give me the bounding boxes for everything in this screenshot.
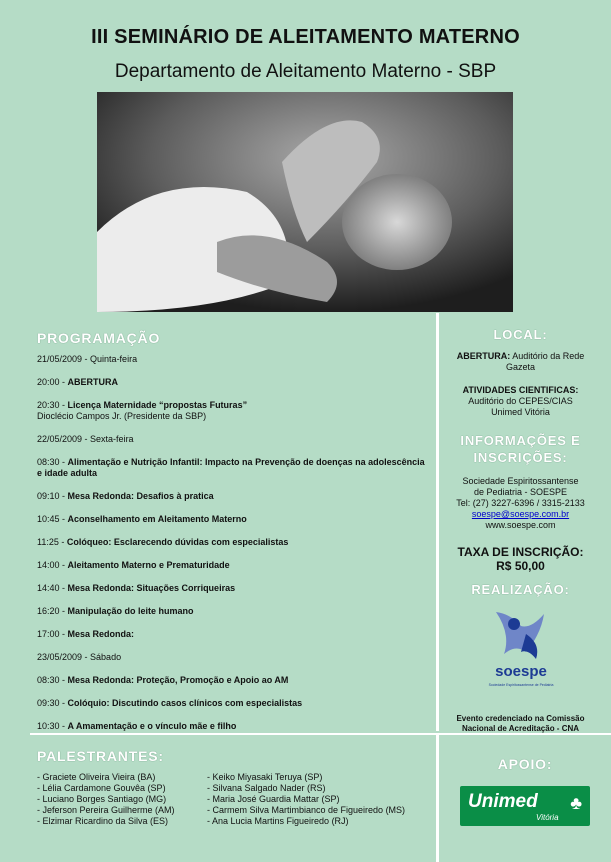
speaker-name: - Jeferson Pereira Guilherme (AM) xyxy=(37,805,175,815)
page-subtitle: Departamento de Aleitamento Materno - SBP xyxy=(114,61,497,82)
event-title: Mesa Redonda: xyxy=(67,629,135,639)
event-title: Sexta-feira xyxy=(90,434,134,444)
event-title: ABERTURA xyxy=(67,377,119,387)
atividades-line1: Auditório do CEPES/CIAS xyxy=(468,396,573,406)
atividades-line2: Unimed Vitória xyxy=(491,407,550,417)
cna-line2: Nacional de Acreditação - CNA xyxy=(461,724,580,733)
event-title: Sábado xyxy=(90,652,122,662)
info-column xyxy=(443,326,598,734)
email-link[interactable]: soespe@soespe.com.br xyxy=(471,509,570,519)
event-item xyxy=(37,354,432,365)
event-title: Aleitamento Materno e Prematuridade xyxy=(67,560,230,570)
atividades-label: ATIVIDADES CIENTIFICAS: xyxy=(462,385,579,395)
event-title: Colóqueo: Esclarecendo dúvidas com especialistas xyxy=(66,537,289,547)
unimed-logo xyxy=(460,786,590,826)
abertura-label: ABERTURA: xyxy=(456,351,511,361)
org-line2: de Pediatria - SOESPE xyxy=(473,487,568,497)
abertura-info xyxy=(443,351,598,373)
event-time: 16:20 - xyxy=(37,606,68,616)
footer-divider xyxy=(436,735,439,862)
breastfeeding-photo xyxy=(97,92,513,312)
event-time: 08:30 - xyxy=(37,675,68,685)
column-divider xyxy=(436,313,439,731)
event-time: 14:40 - xyxy=(37,583,68,593)
event-time: 09:10 - xyxy=(37,491,68,501)
soespe-logo xyxy=(486,604,556,694)
event-speaker: Dioclécio Campos Jr. (Presidente da SBP) xyxy=(37,411,207,421)
speaker-name: - Silvana Salgado Nader (RS) xyxy=(207,783,326,793)
phone-number: Tel: (27) 3227-6396 / 3315-2133 xyxy=(456,498,585,508)
event-item xyxy=(37,698,432,709)
event-time: 14:00 - xyxy=(37,560,68,570)
event-time: 10:45 - xyxy=(37,514,68,524)
event-item xyxy=(37,400,432,422)
speaker-name: - Maria José Guardia Mattar (SP) xyxy=(207,794,340,804)
speaker-name: - Carmem Silva Martimbianco de Figueiredo (MS) xyxy=(207,805,406,815)
event-title: Mesa Redonda: Proteção, Promoção e Apoio ao AM xyxy=(67,675,289,685)
speaker-name: - Graciete Oliveira Vieira (BA) xyxy=(37,772,156,782)
unimed-logo-city: Vitória xyxy=(536,813,559,822)
programacao-section xyxy=(37,330,432,744)
event-time: 17:00 - xyxy=(37,629,68,639)
website-link[interactable]: www.soespe.com xyxy=(485,520,556,530)
cna-line1: Evento credenciado na Comissão xyxy=(456,714,585,723)
event-item xyxy=(37,652,432,663)
info-heading: INFORMAÇÕES E INSCRIÇÕES: xyxy=(460,433,581,465)
palestrantes-section xyxy=(37,748,432,827)
event-time: 22/05/2009 - xyxy=(37,434,91,444)
event-item xyxy=(37,377,432,388)
local-heading: LOCAL: xyxy=(493,327,548,342)
unimed-logo-name: Unimed xyxy=(468,791,538,812)
event-item xyxy=(37,583,432,594)
apoio-section xyxy=(440,756,610,826)
speaker-name: - Keiko Miyasaki Teruya (SP) xyxy=(207,772,323,782)
soespe-logo-text: soespe xyxy=(494,663,547,680)
event-list xyxy=(37,354,432,732)
event-item xyxy=(37,434,432,445)
speaker-name: - Elzimar Ricardino da Silva (ES) xyxy=(37,816,169,826)
speaker-name: - Ana Lucia Martins Figueiredo (RJ) xyxy=(207,816,349,826)
event-title: A Amamentação e o vínculo mãe e filho xyxy=(67,721,237,731)
event-time: 08:30 - xyxy=(37,457,68,467)
event-title: Manipulação do leite humano xyxy=(67,606,194,616)
event-item xyxy=(37,457,432,479)
event-time: 23/05/2009 - xyxy=(37,652,91,662)
event-item xyxy=(37,675,432,686)
event-time: 10:30 - xyxy=(37,721,68,731)
event-time: 11:25 - xyxy=(37,537,67,547)
event-title: Licença Maternidade “propostas Futuras” xyxy=(67,400,248,410)
programacao-heading: PROGRAMAÇÃO xyxy=(37,330,161,346)
event-time: 21/05/2009 - xyxy=(37,354,91,364)
event-item xyxy=(37,491,432,502)
abertura-text: Auditório da Rede Gazeta xyxy=(505,351,585,372)
taxa-value: R$ 50,00 xyxy=(496,559,545,573)
taxa-label: TAXA DE INSCRIÇÃO: xyxy=(457,545,584,559)
event-item xyxy=(37,514,432,525)
soespe-logo-sub: Sociedade Espiritossantense de Pediatria xyxy=(488,683,553,687)
apoio-heading: APOIO: xyxy=(497,756,553,772)
event-title: Aconselhamento em Aleitamento Materno xyxy=(67,514,247,524)
page-title: III SEMINÁRIO DE ALEITAMENTO MATERNO xyxy=(91,26,520,48)
realizacao-heading: REALIZAÇÃO: xyxy=(471,582,570,597)
speakers-column-1 xyxy=(37,772,207,827)
unimed-tree-icon: ♣ xyxy=(570,793,582,813)
event-item xyxy=(37,606,432,617)
event-item xyxy=(37,721,432,732)
speaker-name: - Lélia Cardamone Gouvêa (SP) xyxy=(37,783,166,793)
event-item xyxy=(37,629,432,640)
event-time: 20:00 - xyxy=(37,377,68,387)
event-title: Mesa Redonda: Desafios à pratica xyxy=(67,491,214,501)
speaker-name: - Luciano Borges Santiago (MG) xyxy=(37,794,167,804)
event-time: 20:30 - xyxy=(37,400,68,410)
org-line1: Sociedade Espiritossantense xyxy=(462,476,579,486)
speakers-column-2 xyxy=(207,772,405,827)
event-title: Alimentação e Nutrição Infantil: Impacto na Prevenção de doenças na adolescência e idade adulta xyxy=(37,457,425,478)
event-title: Quinta-feira xyxy=(90,354,138,364)
event-title: Mesa Redonda: Situações Corriqueiras xyxy=(67,583,236,593)
event-title: Colóquio: Discutindo casos clínicos com especialistas xyxy=(67,698,303,708)
palestrantes-heading: PALESTRANTES: xyxy=(37,748,164,764)
event-item xyxy=(37,560,432,571)
event-item xyxy=(37,537,432,548)
event-time: 09:30 - xyxy=(37,698,68,708)
